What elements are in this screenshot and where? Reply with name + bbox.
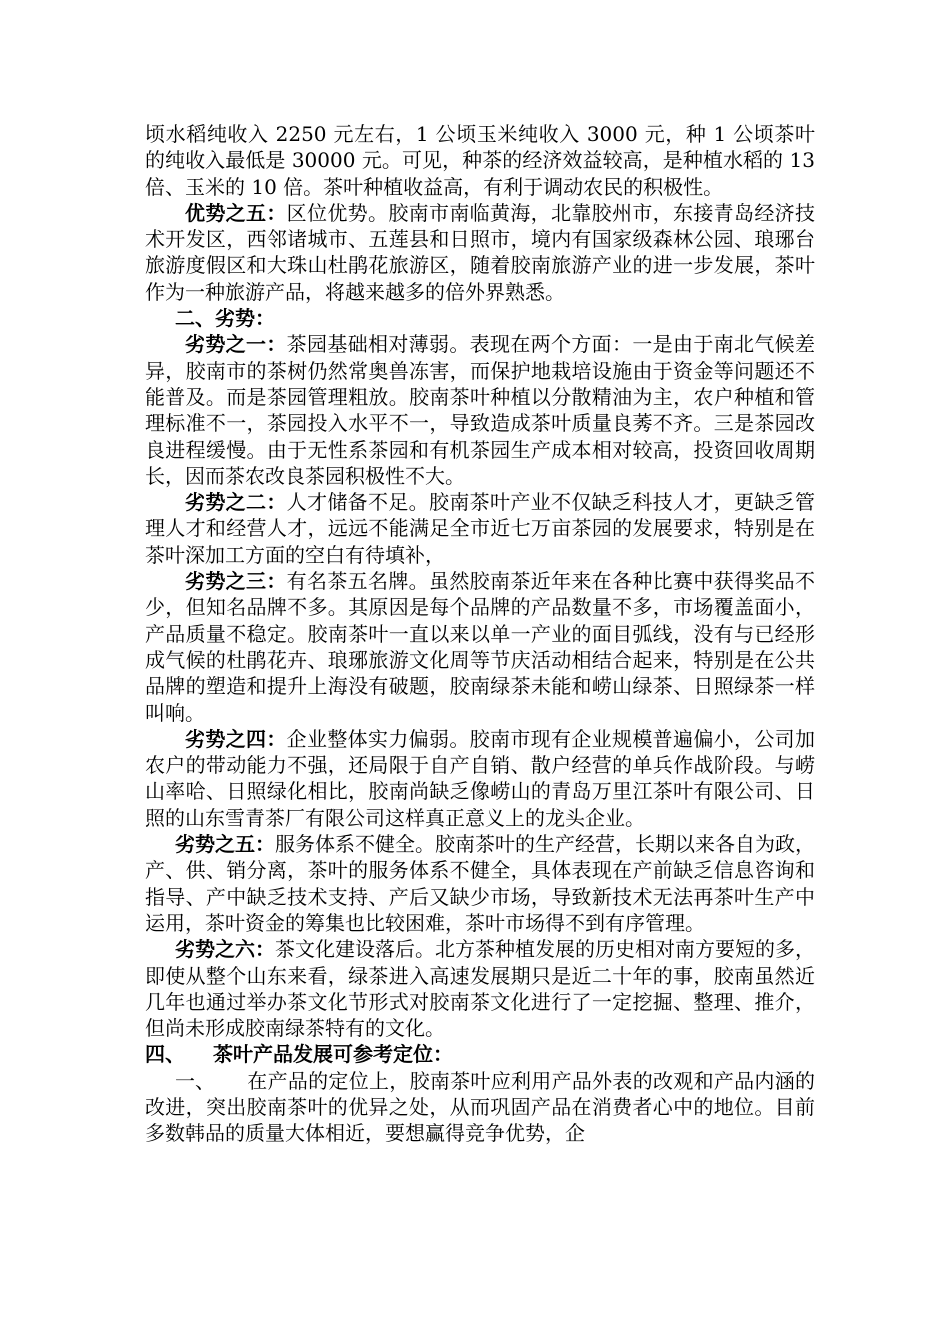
paragraph-lead: 劣势之二：	[185, 490, 287, 515]
list-item-text: 在产品的定位上，胶南茶叶应利用产品外表的改观和产品内涵的改进，突出胶南茶叶的优异之处，从而巩固产品在消费者心中的地位。目前多数韩品的质量大体相近，要想赢得竞争优势，企	[145, 1068, 815, 1146]
paragraph-disadvantage-four	[145, 726, 815, 831]
section-heading-disadvantages: 二、劣势：	[175, 306, 275, 331]
paragraph-disadvantage-one	[145, 331, 815, 489]
section-heading-positioning	[145, 1041, 815, 1067]
section-number: 四、	[145, 1042, 185, 1067]
paragraph-text: 顷水稻纯收入 2250 元左右，1 公顷玉米纯收入 3000 元，种 1 公顷茶叶的纯收入最低是 30000 元。可见，种茶的经济效益较高，是种植水稻的 13 倍、玉米的 10 倍。茶叶种植收益高，有利于调动农民的积极性。	[145, 122, 815, 199]
paragraph-text: 人才储备不足。胶南茶叶产业不仅缺乏科技人才，更缺乏管理人才和经营人才，远远不能满足全市近七万亩茶园的发展要求，特别是在茶叶深加工方面的空白有待填补，	[145, 490, 816, 567]
paragraph-text: 茶文化建设落后。北方茶种植发展的历史相对南方要短的多，即使从整个山东来看，绿茶进入高速发展期只是近二十年的事，胶南虽然近几年也通过举办茶文化节形式对胶南茶文化进行了一定挖掘、整理、推介，但尚未形成胶南绿茶特有的文化。	[145, 937, 815, 1041]
paragraph-text: 茶园基础相对薄弱。表现在两个方面：一是由于南北气候差异，胶南市的茶树仍然常奥兽冻害，而保护地栽培设施由于资金等问题还不能普及。而是茶园管理粗放。胶南茶叶种植以分散精油为主，农户种植和管理标准不一，茶园投入水平不一，导致造成茶叶质量良莠不齐。三是茶园改良进程缓慢。由于无性系茶园和有机茶园生产成本相对较高，投资回收周期长，因而茶农改良茶园积极性不大。	[145, 332, 816, 488]
paragraph-income	[145, 121, 815, 200]
paragraph-lead: 优势之五：	[185, 200, 287, 225]
paragraph-text: 有名茶五名牌。虽然胶南茶近年来在各种比赛中获得奖品不少，但知名品牌不多。其原因是每个品牌的产品数量不多，市场覆盖面小，产品质量不稳定。胶南茶叶一直以来以单一产业的面目弧线，没有与已经形成气候的杜鹃花卉、琅琊旅游文化周等节庆活动相结合起来，特别是在公共品牌的塑造和提升上海没有破题，胶南绿茶未能和崂山绿茶、日照绿茶一样叫响。	[145, 569, 816, 725]
paragraph-disadvantage-five	[145, 831, 815, 936]
paragraph-text: 区位优势。胶南市南临黄海，北靠胶州市，东接青岛经济技术开发区，西邻诸城市、五莲县和日照市，境内有国家级森林公园、琅琊台旅游度假区和大珠山杜鹃花旅游区，随着胶南旅游产业的进一步发展，茶叶作为一种旅游产品，将越来越多的倍外界熟悉。	[145, 200, 816, 304]
paragraph-lead: 劣势之六：	[175, 937, 275, 962]
paragraph-text: 企业整体实力偏弱。胶南市现有企业规模普遍偏小，公司加农户的带动能力不强，还局限于自产自销、散户经营的单兵作战阶段。与崂山率哈、日照绿化相比，胶南尚缺乏像崂山的青岛万里江茶叶有限公司、日照的山东雪青茶厂有限公司这样真正意义上的龙头企业。	[145, 726, 816, 830]
paragraph-disadvantage-six	[145, 936, 815, 1041]
paragraph-text: 服务体系不健全。胶南茶叶的生产经营，长期以来各自为政，产、供、销分离，茶叶的服务体系不健全，具体表现在产前缺乏信息咨询和指导、产中缺乏技术支持、产后又缺少市场，导致新技术无法再茶叶生产中运用，茶叶资金的筹集也比较困难，茶叶市场得不到有序管理。	[145, 832, 815, 935]
list-item-product-positioning	[145, 1068, 815, 1147]
paragraph-disadvantage-two	[145, 489, 815, 568]
paragraph-lead: 劣势之三：	[185, 569, 287, 594]
paragraph-advantage-five	[145, 200, 815, 305]
paragraph-lead: 劣势之五：	[175, 832, 275, 857]
paragraph-lead: 劣势之四：	[185, 726, 287, 751]
document-page	[145, 121, 815, 1147]
paragraph-lead: 劣势之一：	[185, 332, 287, 357]
paragraph-disadvantage-three	[145, 568, 815, 726]
section-title: 茶叶产品发展可参考定位：	[213, 1042, 453, 1067]
list-item-number: 一、	[175, 1068, 215, 1093]
